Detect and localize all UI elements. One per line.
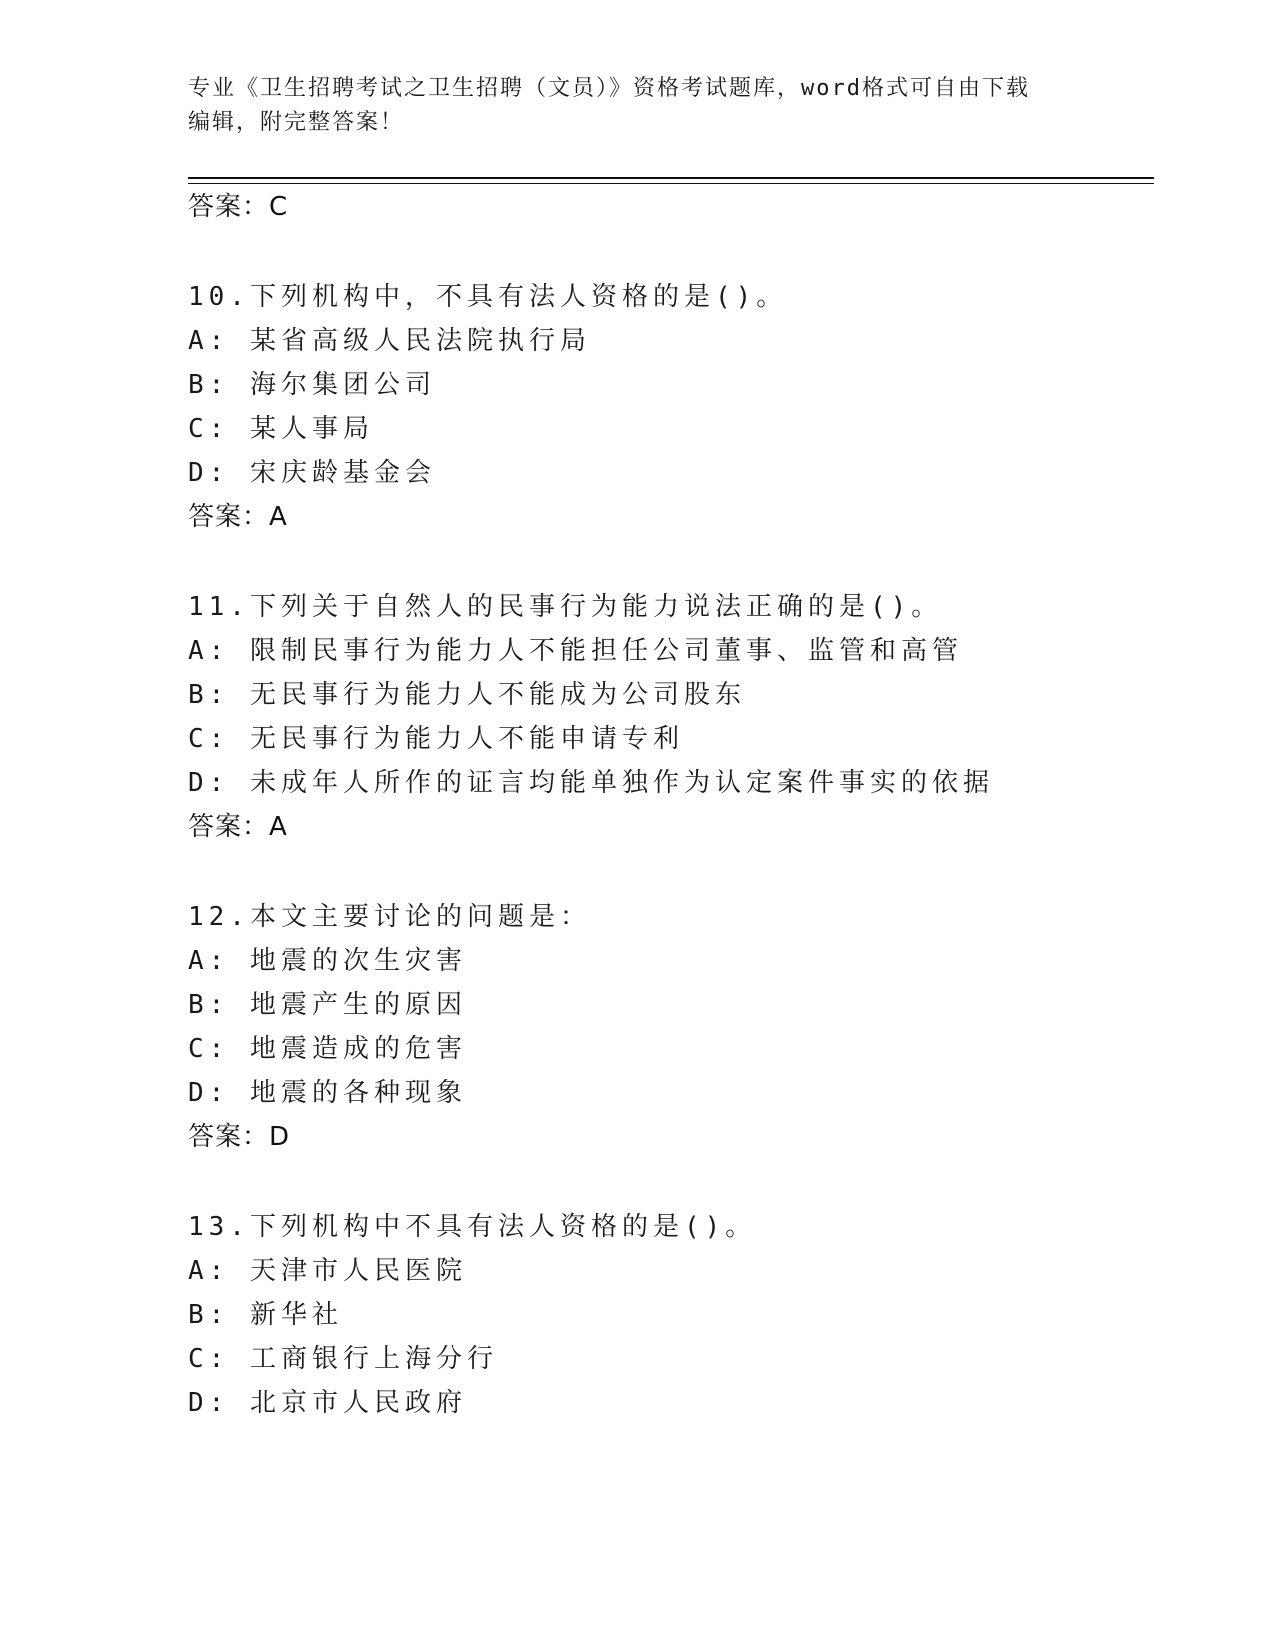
- option-a: A: 地震的次生灾害: [188, 946, 467, 976]
- option-a: A: 天津市人民医院: [188, 1256, 467, 1286]
- option-b: B: 新华社: [188, 1300, 343, 1330]
- header-divider-thick: [188, 177, 1154, 179]
- option-b: B: 无民事行为能力人不能成为公司股东: [188, 680, 746, 710]
- option-a: A: 限制民事行为能力人不能担任公司董事、监管和高管: [188, 636, 963, 666]
- question-stem: 13.下列机构中不具有法人资格的是()。: [188, 1212, 757, 1242]
- answer-line: 答案：C: [188, 192, 289, 222]
- option-b: B: 海尔集团公司: [188, 370, 436, 400]
- option-c: C: 工商银行上海分行: [188, 1344, 498, 1374]
- option-d: D: 宋庆龄基金会: [188, 458, 436, 488]
- answer-line: 答案：A: [188, 812, 288, 842]
- question-stem: 12.本文主要讨论的问题是：: [188, 902, 591, 932]
- option-d: D: 北京市人民政府: [188, 1388, 467, 1418]
- option-c: C: 地震造成的危害: [188, 1034, 467, 1064]
- header-divider-thin: [188, 183, 1154, 184]
- answer-line: 答案：D: [188, 1122, 291, 1152]
- question-stem: 10.下列机构中，不具有法人资格的是()。: [188, 282, 788, 312]
- option-c: C: 某人事局: [188, 414, 374, 444]
- option-d: D: 未成年人所作的证言均能单独作为认定案件事实的依据: [188, 768, 994, 798]
- question-stem: 11.下列关于自然人的民事行为能力说法正确的是()。: [188, 592, 943, 622]
- option-c: C: 无民事行为能力人不能申请专利: [188, 724, 684, 754]
- header-line-2: 编辑，附完整答案！: [188, 110, 405, 135]
- option-d: D: 地震的各种现象: [188, 1078, 467, 1108]
- answer-line: 答案：A: [188, 502, 288, 532]
- document-header: [188, 72, 1078, 140]
- option-a: A: 某省高级人民法院执行局: [188, 326, 591, 356]
- option-b: B: 地震产生的原因: [188, 990, 467, 1020]
- header-line-1: 专业《卫生招聘考试之卫生招聘（文员）》资格考试题库，word格式可自由下载: [188, 76, 1030, 101]
